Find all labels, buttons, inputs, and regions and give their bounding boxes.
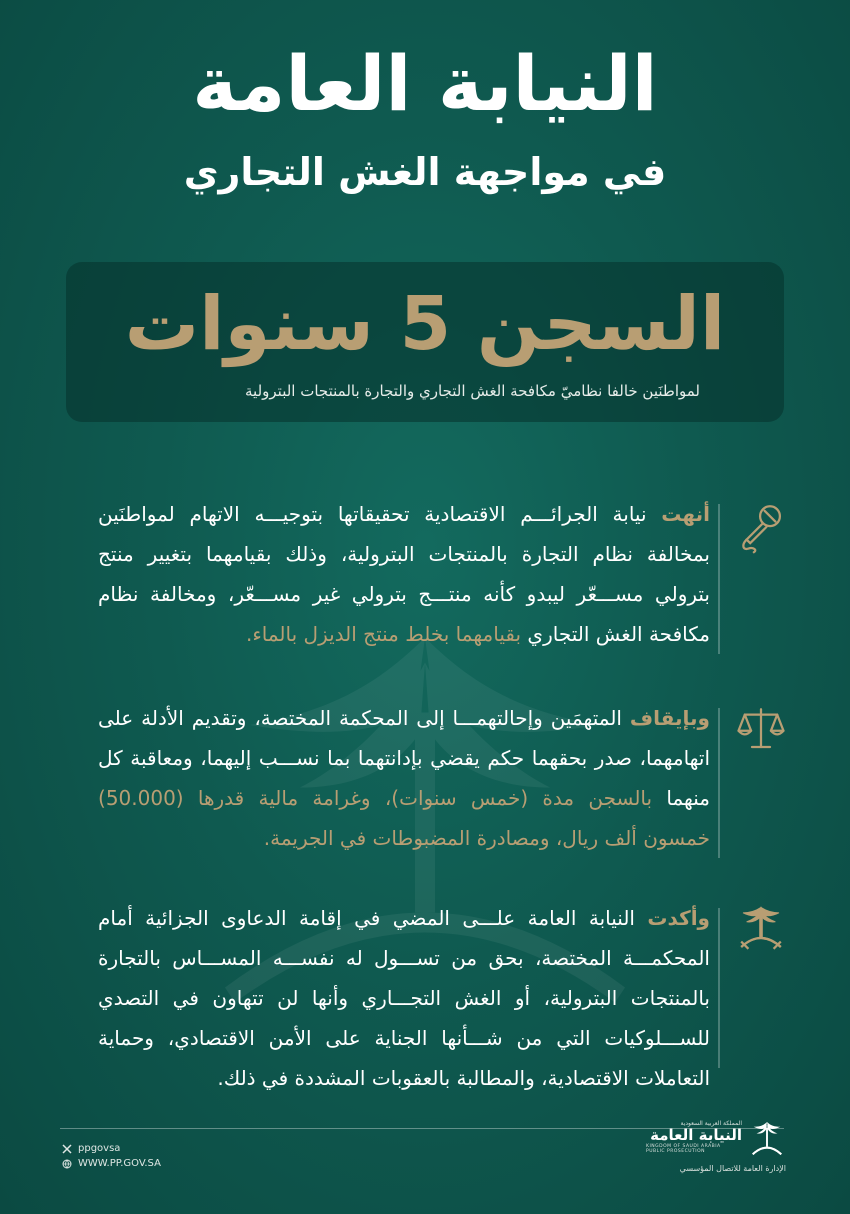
scales-icon — [734, 702, 788, 756]
section-charges-text: نيابة الجرائـــم الاقتصادية تحقيقاتها بتوجيـــه الاتهام لمواطنَين بمخالفة نظام التجارة بالمنتجات البترولية، وذلك بقيامهما بتغيير منتج بترولي مســـعّر ليبدو كأنه منتـــج بترولي غير مســـعّر، ومخالفة نظام مكافحة الغش التجاري — [98, 502, 710, 646]
highlight-box — [66, 262, 784, 422]
x-logo-icon — [62, 1144, 72, 1154]
page-subtitle: في مواجهة الغش التجاري — [183, 150, 667, 194]
logo-department: الإدارة العامة للاتصال المؤسسي — [679, 1164, 786, 1173]
logo-name-en-2: PUBLIC PROSECUTION — [646, 1148, 706, 1154]
page-title: النيابة العامة — [192, 39, 658, 128]
section-charges-lead: أنهت — [661, 502, 710, 526]
section-divider-line — [718, 708, 720, 858]
social-handle: ppgovsa — [78, 1143, 121, 1154]
palm-swords-icon — [734, 902, 788, 956]
section-verdict-text: المتهمَين وإحالتهمـــا إلى المحكمة المختصة، وتقديم الأدلة على اتهامهما، صدر بحقهما حكم يقضي بإدانتهما بما نســـب إليهما، ومعاقبة كل منهما — [98, 706, 710, 810]
section-divider-line — [718, 908, 720, 1068]
highlight-caption: لمواطنَين خالفا نظاميّ مكافحة الغش التجاري والتجارة بالمنتجات البترولية — [245, 382, 700, 400]
logo-name: النيابة العامة — [650, 1126, 742, 1144]
section-affirmation — [98, 898, 710, 1098]
section-divider-line — [718, 504, 720, 654]
section-verdict — [98, 698, 710, 858]
globe-icon — [62, 1159, 72, 1169]
section-verdict-lead: وبإيقاف — [629, 706, 710, 730]
section-affirmation-text: النيابة العامة علـــى المضي في إقامة الدعاوى الجزائية أمام المحكمـــة المختصة، بحق من تســـول له نفســـه المســـاس بالتجارة بالمنتجات البترولية، أو الغش التجـــاري وأنها لن تتهاون في التصدي للســـلوكيات التي من شـــأنها الجناية على الأمن الاقتصادي، وحماية التعاملات الاقتصادية، والمطالبة بالعقوبات المشددة في ذلك. — [98, 906, 710, 1090]
section-affirmation-lead: وأكدت — [647, 906, 710, 930]
saudi-emblem-icon — [748, 1120, 786, 1160]
section-charges-highlight: بقيامهما بخلط منتج الديزل بالماء. — [246, 622, 522, 646]
highlight-headline: السجن 5 سنوات — [124, 281, 726, 367]
website-link[interactable] — [62, 1158, 161, 1169]
section-verdict-highlight: بالسجن مدة (خمس سنوات)، وغرامة مالية قدرها (50.000) خمسون ألف ريال، ومصادرة المضبوطات في الجريمة. — [98, 786, 710, 850]
social-x-link[interactable] — [62, 1143, 120, 1154]
website-url: WWW.PP.GOV.SA — [78, 1158, 161, 1169]
logo-kingdom: المملكة العربية السعودية — [680, 1120, 742, 1127]
logo-text — [646, 1120, 742, 1154]
logo-name-en-1: KINGDOM OF SAUDI ARABIA — [646, 1143, 721, 1149]
microphone-icon — [734, 500, 788, 554]
section-charges — [98, 494, 710, 654]
public-prosecution-logo — [646, 1118, 786, 1178]
